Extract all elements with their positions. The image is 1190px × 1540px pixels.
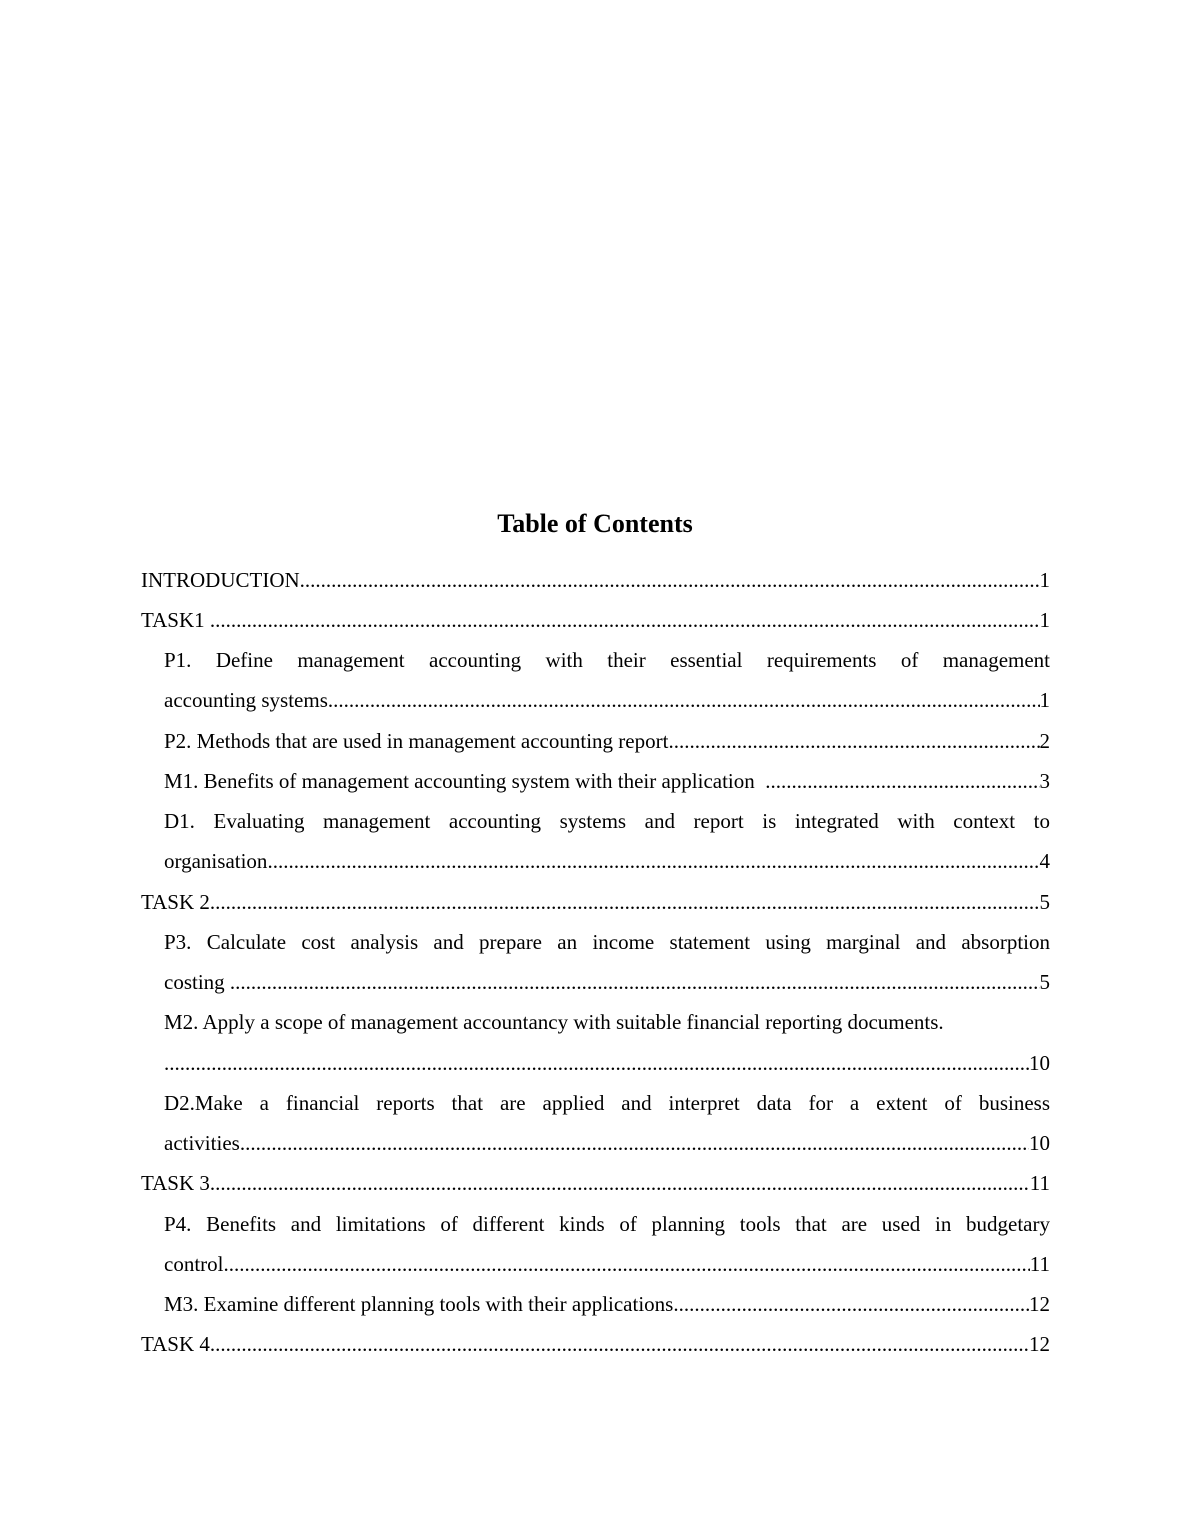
toc-entry-p2[interactable] (164, 721, 1050, 761)
toc-page-number: 5 (1039, 890, 1050, 914)
toc-entry-p4-line2[interactable] (164, 1244, 1050, 1284)
toc-page-number: 10 (1029, 1051, 1050, 1075)
toc-entry-text: accounting systems (164, 688, 328, 712)
toc-entry-text: TASK1 (141, 608, 210, 632)
toc-page-number: 3 (1039, 769, 1050, 793)
toc-leader (300, 560, 1040, 600)
toc-leader (210, 1324, 1029, 1364)
toc-leader (210, 1163, 1030, 1203)
toc-entry-text: TASK 2 (141, 890, 210, 914)
toc-entry-task2[interactable] (141, 882, 1050, 922)
toc-page-number: 12 (1029, 1292, 1050, 1316)
toc-entry-p3-line1[interactable]: P3. Calculate cost analysis and prepare an income statement using marginal and absorption (164, 930, 1050, 954)
toc-entry-text: control (164, 1252, 224, 1276)
toc-entry-text: M1. Benefits of management accounting system with their application (164, 769, 766, 793)
toc-entry-d1-line2[interactable] (164, 841, 1050, 881)
toc-entry-text: INTRODUCTION (141, 568, 300, 592)
toc-page-number: 1 (1039, 688, 1050, 712)
toc-entry-text: activities (164, 1131, 240, 1155)
toc-leader (223, 1244, 1029, 1284)
toc-entry-m2-line1[interactable]: M2. Apply a scope of management accountancy with suitable financial reporting documents. (164, 1010, 944, 1034)
toc-entry-task1[interactable] (141, 600, 1050, 640)
toc-page-number: 10 (1029, 1131, 1050, 1155)
toc-entry-d2-line1[interactable]: D2.Make a financial reports that are applied and interpret data for a extent of business (164, 1091, 1050, 1115)
toc-leader (210, 882, 1040, 922)
toc-entry-m1[interactable] (164, 761, 1050, 801)
toc-page-number: 12 (1029, 1332, 1050, 1356)
toc-entry-p1-line1[interactable]: P1. Define management accounting with their essential requirements of management (164, 648, 1050, 672)
toc-title: Table of Contents (497, 509, 693, 538)
toc-entry-d2-line2[interactable] (164, 1123, 1050, 1163)
toc-entry-text: M3. Examine different planning tools with their applications (164, 1292, 674, 1316)
toc-leader (210, 600, 1040, 640)
toc-entry-m2-line2[interactable] (164, 1043, 1050, 1083)
toc-entry-d1-line1[interactable]: D1. Evaluating management accounting systems and report is integrated with context to (164, 809, 1050, 833)
toc-leader (164, 1043, 1029, 1083)
toc-entry-task3[interactable] (141, 1163, 1050, 1203)
toc-entry-p3-line2[interactable] (164, 962, 1050, 1002)
toc-leader (267, 841, 1039, 881)
toc-page-number: 11 (1029, 1252, 1050, 1276)
toc-entry-p4-line1[interactable]: P4. Benefits and limitations of different kinds of planning tools that are used in budgetary (164, 1212, 1050, 1236)
toc-entry-m3[interactable] (164, 1284, 1050, 1324)
toc-page-number: 11 (1029, 1171, 1050, 1195)
toc-leader (328, 680, 1040, 720)
toc-leader (668, 721, 1039, 761)
toc-entry-p1-line2[interactable] (164, 680, 1050, 720)
toc-leader (765, 761, 1039, 801)
toc-page-number: 5 (1039, 970, 1050, 994)
toc-entry-introduction[interactable] (141, 560, 1050, 600)
toc-page-number: 1 (1039, 568, 1050, 592)
toc-leader (240, 1123, 1029, 1163)
toc-entry-text: P2. Methods that are used in management accounting report (164, 729, 669, 753)
toc-leader (673, 1284, 1029, 1324)
toc-entry-text: costing (164, 970, 230, 994)
toc-entry-task4[interactable] (141, 1324, 1050, 1364)
toc-page-number: 1 (1039, 608, 1050, 632)
toc-entry-text: TASK 4 (141, 1332, 210, 1356)
toc-page-number: 4 (1039, 849, 1050, 873)
toc-entry-text: TASK 3 (141, 1171, 210, 1195)
toc-leader (230, 962, 1040, 1002)
toc-page-number: 2 (1039, 729, 1050, 753)
toc-entry-text: organisation (164, 849, 268, 873)
